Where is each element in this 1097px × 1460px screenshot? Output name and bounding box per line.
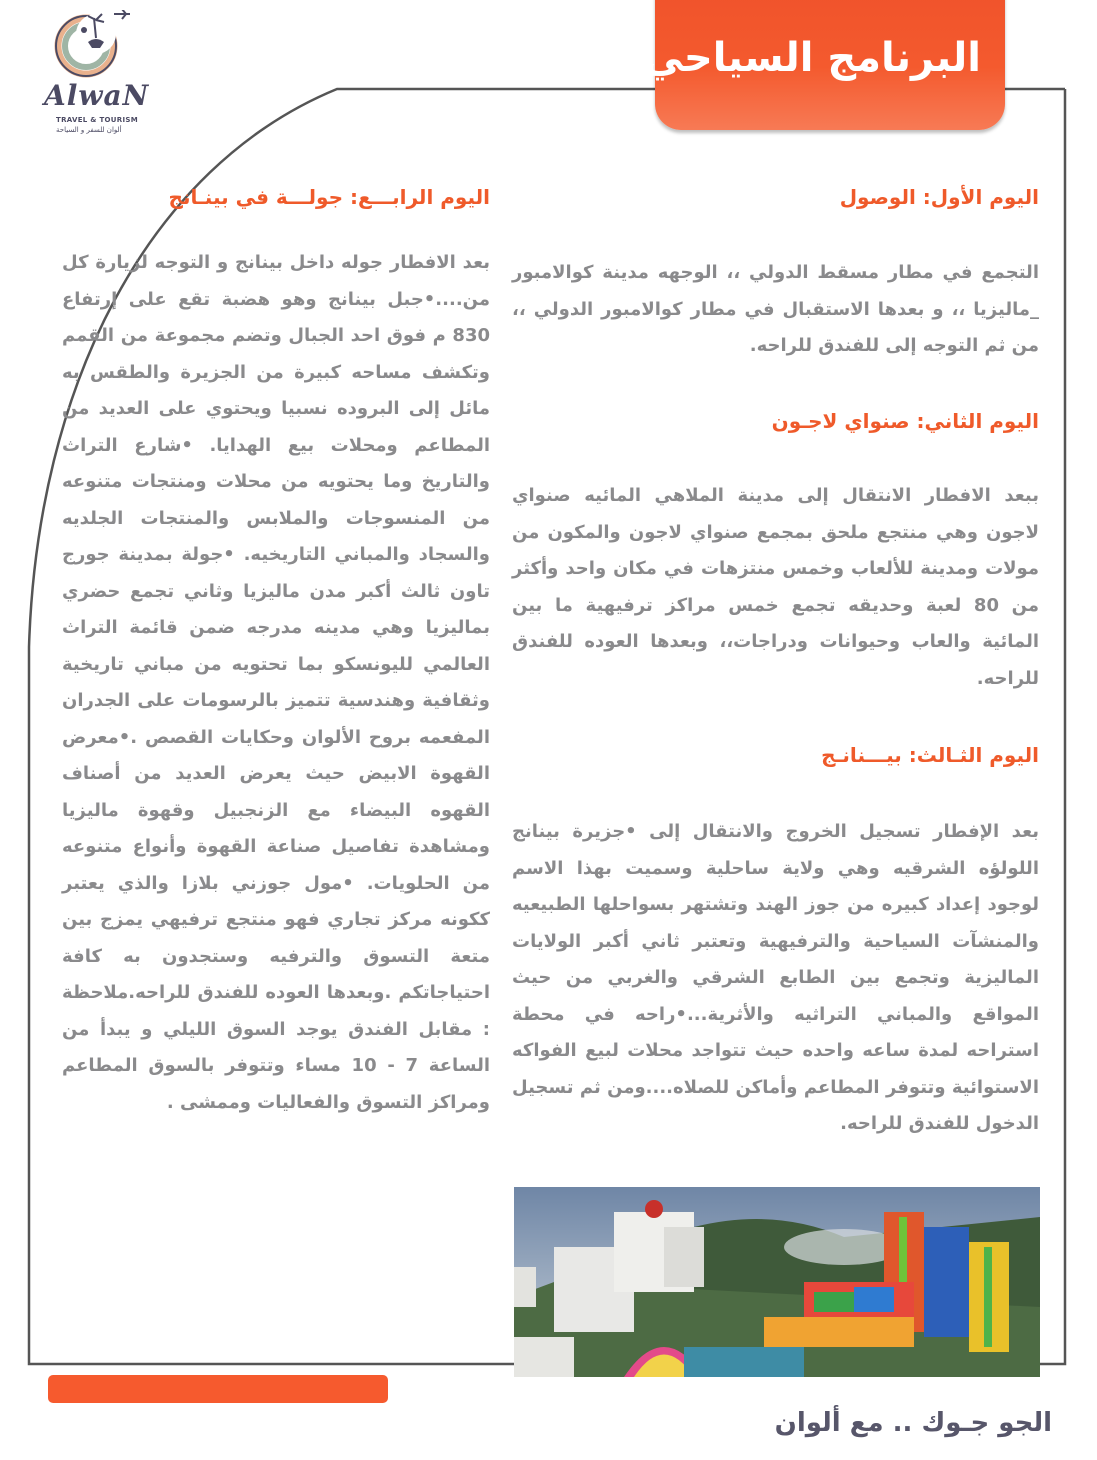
day-4-body-wrap <box>62 245 490 1121</box>
day-4-heading: اليوم الرابـــع: جولـــة في بينـانج <box>168 185 490 209</box>
day-2-section <box>512 407 1039 435</box>
day-2-body: ببعد الافطار الانتقال إلى مدينة الملاهي المائيه صنواي لاجون وهي منتجع ملحق بمجمع صنواي لاجون والمكون من مولات ومدينة للألعاب وخمس منتزهات في مكان واحد وأكثر من 80 لعبة وحديقه تجمع خمس مراكز ترفيهية ما بين المائية والعاب وحيوانات ودراجات،، وبعدها العوده للفندق للراحه. <box>512 485 1039 689</box>
day-4-body: بعد الافطار جوله داخل بينانج و التوجه لزيارة كل من....•جبل بينانج وهو هضبة تقع على إرتفاع 830 م فوق احد الجبال وتضم مجموعة من القمم وتكشف مساحه كبيرة من الجزيرة والطقس به مائل إلى البروده نسبيا ويحتوي على العديد من المطاعم ومحلات بيع الهدايا. •شارع التراث والتاريخ وما يحتويه من محلات ومنتجات متنوعه من المنسوجات والملابس والمنتجات الجلديه والسجاد والمباني التاريخيه. •جولة بمدينة جورج تاون ثالث أكبر مدن ماليزيا وثاني تجمع حضري بماليزيا وهي مدينه مدرجه ضمن قائمة التراث العالمي لليونسكو بما تحتويه من مباني تاريخية وثقافية وهندسية تتميز بالرسومات على الجدران المفعمه بروح الألوان وحكايات القصص .•معرض القهوة الابيض حيث يعرض العديد من أصناف القهوه البيضاء مع الزنجبيل وقهوة ماليزيا ومشاهدة تفاصيل صناعة القهوة وأنواع متنوعه من الحلويات. •مول جوزني بلازا والذي يعتبر ككونه مركز تجاري فهو منتجع ترفيهي يمزج بين متعة التسوق والترفيه وستجدون به كافة احتياجاتكم .وبعدها العوده للفندق للراحه.ملاحظة : مقابل الفندق يوجد السوق الليلي و يبدأ من الساعة 7 - 10 مساء وتتوفر بالسوق المطاعم ومراكز التسوق والفعاليات وممشى . <box>62 252 490 1113</box>
bottom-accent-bar <box>48 1375 388 1403</box>
logo-tagline-ar: ألوان للسفر و السياحة <box>56 126 122 134</box>
day-1-heading: اليوم الأول: الوصول <box>839 185 1039 209</box>
day-3-body-wrap <box>512 814 1039 1143</box>
day-3-section <box>512 741 1039 769</box>
brand-logo <box>22 10 150 114</box>
day-3-body: بعد الإفطار تسجيل الخروج والانتقال إلى •جزيرة بينانج اللولؤه الشرقيه وهي ولاية ساحلية وسميت بهذا الاسم لوجود إعداد كبيره من جوز الهند وتشتهر بسواحلها الطبيعيه والمنشآت السياحية والترفيهية وتعتبر ثاني أكبر الولايات الماليزية وتجمع بين الطابع الشرقي والغربي من حيث المواقع والمباني التراثيه والأثرية...•راحه في محطة استراحه لمدة ساعه واحده حيث تتواجد محلات لبيع الفواكه الاستوائية وتتوفر المطاعم وأماكن للصلاه....ومن ثم تسجيل الدخول للفندق للراحه. <box>512 821 1039 1134</box>
day-2-heading: اليوم الثاني: صنواي لاجـون <box>771 409 1039 433</box>
day-1-section <box>512 183 1039 211</box>
page-title: البرنامج السياحي <box>643 35 981 81</box>
day-1-body-wrap <box>512 255 1039 365</box>
footer-slogan: الجو جـوك .. مع ألوان <box>774 1408 1052 1438</box>
day-4-section <box>62 183 490 211</box>
resort-photo <box>514 1187 1040 1377</box>
title-banner <box>643 0 1005 130</box>
logo-crescent-icon <box>22 10 150 80</box>
logo-wordmark: AlwaN <box>44 79 150 112</box>
day-3-heading: اليوم الثـالث: بيـــنانـج <box>821 743 1039 767</box>
day-2-body-wrap <box>512 478 1039 697</box>
day-1-body: التجمع في مطار مسقط الدولي ،، الوجهه مدينة كوالامبور _ماليزيا ،، و بعدها الاستقبال في مطار كوالامبور الدولي ،، من ثم التوجه إلى للفندق للراحه. <box>512 262 1039 356</box>
resort-illustration <box>514 1187 1040 1377</box>
logo-tagline-en: TRAVEL & TOURISM <box>56 116 138 124</box>
